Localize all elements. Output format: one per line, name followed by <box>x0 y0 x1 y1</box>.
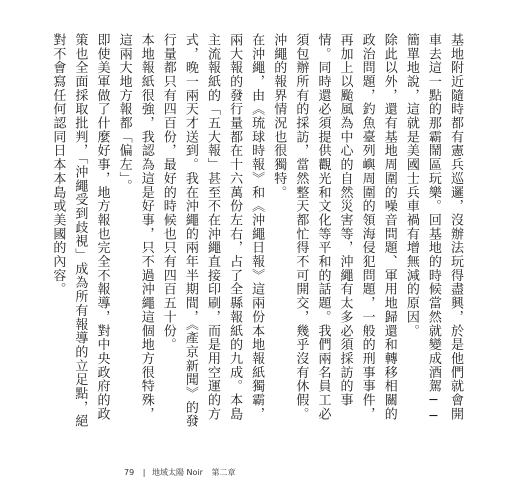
body-text <box>46 33 466 433</box>
footer-separator: | <box>142 468 146 477</box>
paragraph: 即使美軍做了什麼好事，地方報也完全不報導，對中央政府的政策也全面採取批判，「沖繩受到歧視」成為所有報導的立足點，絕對不會寫任何認同日本本島或美國的內容。 <box>50 33 110 429</box>
paragraph: 本地報紙很強，我認為這是好事，只不過沖繩這個地方很特殊，這兩大地方報都「偏左」。 <box>116 33 154 421</box>
page-number: 79 <box>124 468 135 477</box>
book-title: 地域太陽 Noir <box>151 468 203 477</box>
paragraph: 在沖繩，由《琉球時報》和《沖繩日報》這兩份本地報紙獨霸，兩大報的發行量都在十六萬份左右，占了全縣報紙的九成。本島主流報紙的「五大報」甚至不在沖繩直接印刷，而是用空運的方式，晚一兩天才送到。我在沖繩的兩年半期間，《產京新聞》的發行量都只有四百份，最好的時候也只有四百五十份。 <box>160 33 265 429</box>
paragraph: 基地附近隨時都有憲兵巡邏，沒辦法玩得盡興，於是他們就會開車去這一點的那霸鬧區玩樂。回基地的時候當然就變成酒駕──簡單地說，這就是美國士兵車禍有增無減的原因。 <box>403 33 463 425</box>
paragraph: 除此以外，還有基地周圍的噪音問題、軍用地歸還和轉移相關的政治問題，釣魚臺列嶼周圍的領海侵犯問題，一般的刑事事件，再加上以颱風為中心的自然災害等，沖繩有太多必須採訪的事情。同時還必須提供觀光和文化等平和的話題。我們兩名員工必須包辦所有的採訪，當然整天都忙得不可開交，幾乎沒有休假。 <box>293 33 397 421</box>
paragraph: 沖繩的報界情況也很獨特。 <box>271 33 287 200</box>
page-footer <box>124 467 235 478</box>
chapter-label: 第二章 <box>211 468 236 477</box>
